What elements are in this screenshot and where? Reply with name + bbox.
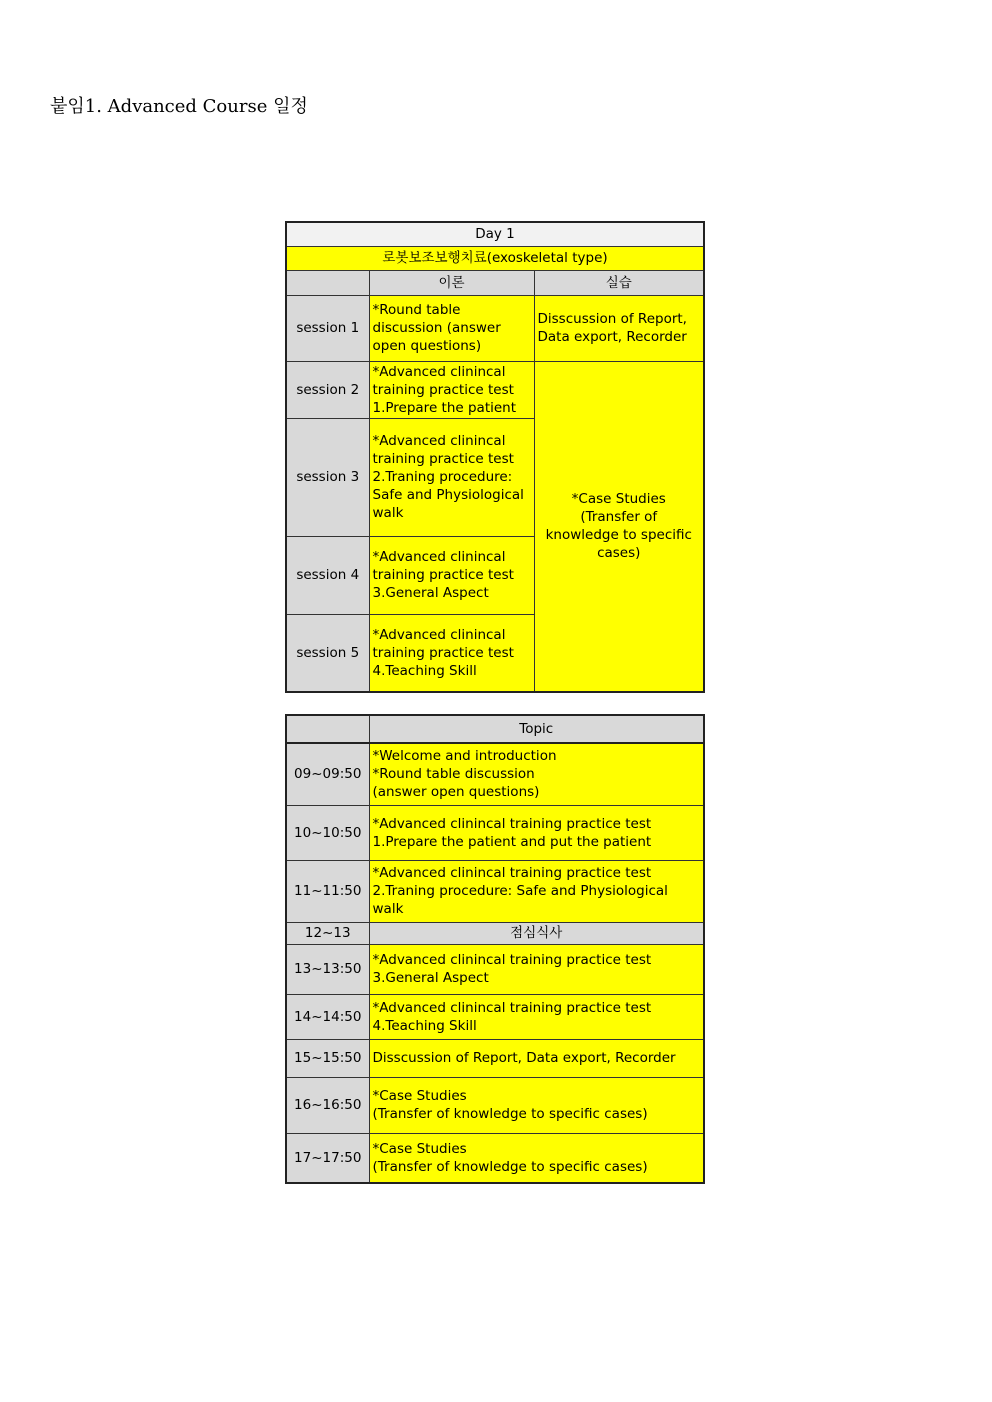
time-slot: 10~10:50 (286, 805, 369, 860)
session-theory: *Advanced clinincal training practice test 2.Traning procedure: Safe and Physiological walk (369, 418, 534, 536)
lunch-cell: 점심식사 (369, 922, 704, 944)
time-slot: 12~13 (286, 922, 369, 944)
day-header: Day 1 (286, 222, 704, 246)
session-theory: *Advanced clinincal training practice test 4.Teaching Skill (369, 614, 534, 692)
time-slot: 13~13:50 (286, 944, 369, 994)
session-label: session 5 (286, 614, 369, 692)
topic-cell: Disscussion of Report, Data export, Recorder (369, 1039, 704, 1077)
time-slot: 16~16:50 (286, 1077, 369, 1133)
topic-cell: *Advanced clinincal training practice test 1.Prepare the patient and put the patient (369, 805, 704, 860)
time-slot: 09~09:50 (286, 743, 369, 805)
session-theory: *Advanced clinincal training practice test 1.Prepare the patient (369, 361, 534, 418)
corner-cell (286, 715, 369, 743)
day1-session-table (285, 221, 705, 693)
session-label: session 1 (286, 295, 369, 361)
session-label: session 3 (286, 418, 369, 536)
session-label: session 4 (286, 536, 369, 614)
topic-header: Topic (369, 715, 704, 743)
practice-report-cell: Disscussion of Report, Data export, Recorder (534, 295, 704, 361)
time-slot: 15~15:50 (286, 1039, 369, 1077)
topic-cell: *Welcome and introduction *Round table discussion (answer open questions) (369, 743, 704, 805)
session-theory: *Round table discussion (answer open questions) (369, 295, 534, 361)
theory-column-header: 이론 (369, 270, 534, 295)
corner-cell (286, 270, 369, 295)
session-theory: *Advanced clinincal training practice test 3.General Aspect (369, 536, 534, 614)
topic-cell: *Advanced clinincal training practice test 4.Teaching Skill (369, 994, 704, 1039)
topic-cell: *Case Studies (Transfer of knowledge to specific cases) (369, 1133, 704, 1183)
practice-column-header: 실습 (534, 270, 704, 295)
topic-cell: *Case Studies (Transfer of knowledge to specific cases) (369, 1077, 704, 1133)
course-title: 로봇보조보행치료(exoskeletal type) (286, 246, 704, 270)
topic-cell: *Advanced clinincal training practice test 2.Traning procedure: Safe and Physiological walk (369, 860, 704, 922)
document-title: 붙임1. Advanced Course 일정 (50, 96, 308, 117)
time-slot: 14~14:50 (286, 994, 369, 1039)
time-slot: 11~11:50 (286, 860, 369, 922)
time-slot: 17~17:50 (286, 1133, 369, 1183)
practice-case-studies-cell: *Case Studies (Transfer of knowledge to specific cases) (534, 361, 704, 692)
timetable (285, 714, 705, 1184)
session-label: session 2 (286, 361, 369, 418)
topic-cell: *Advanced clinincal training practice test 3.General Aspect (369, 944, 704, 994)
